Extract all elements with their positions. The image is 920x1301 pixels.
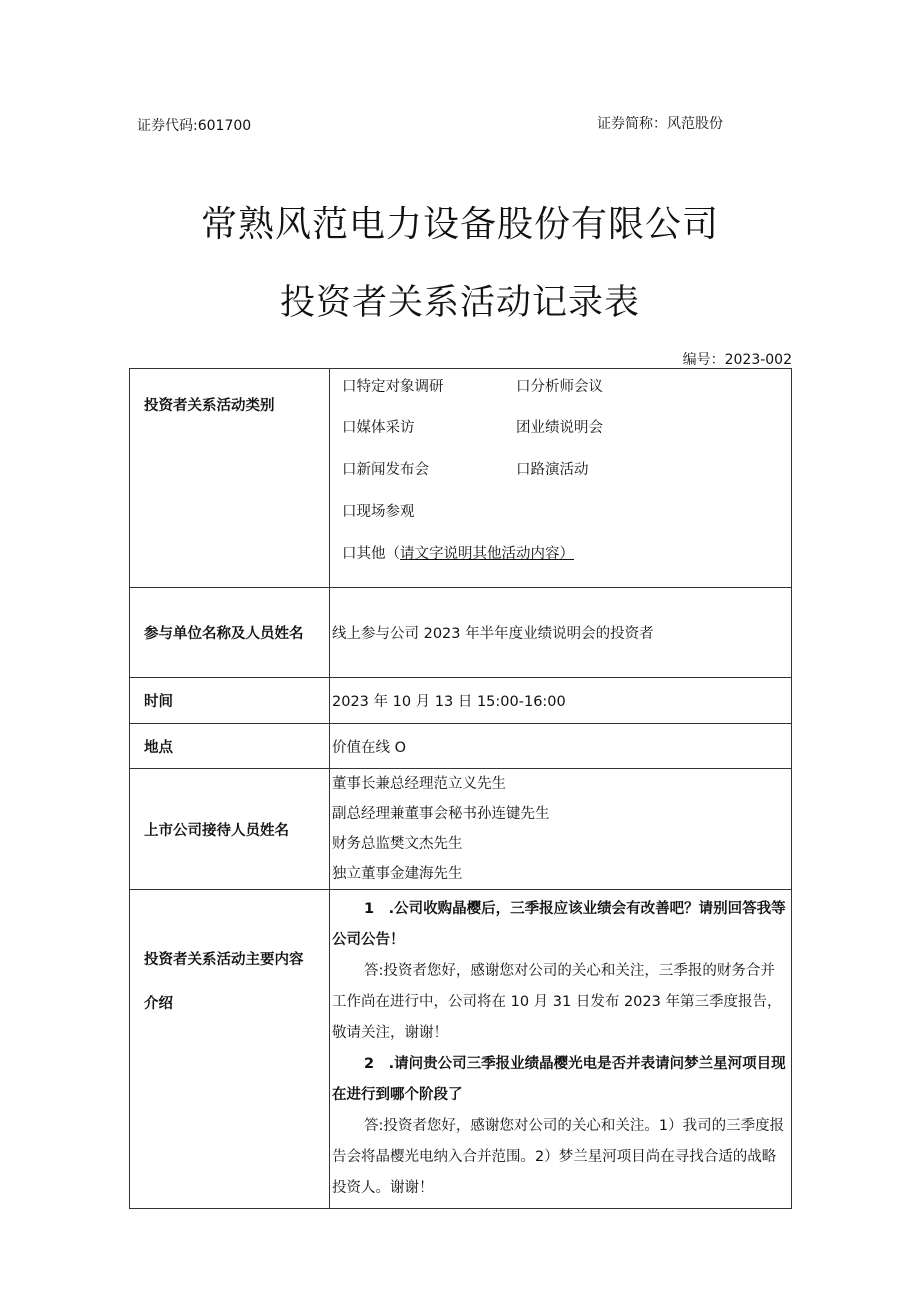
label-content-line2: 介绍 <box>144 996 173 1012</box>
label-activity-type: 投资者关系活动类别 <box>130 369 330 588</box>
label-time: 时间 <box>130 678 330 724</box>
label-participants: 参与单位名称及人员姓名 <box>130 588 330 678</box>
row-participants <box>130 588 792 678</box>
option-specific-research: 口特定对象调研 <box>342 379 444 395</box>
activity-type-options <box>330 369 792 588</box>
option-results-briefing: 团业绩说明会 <box>516 420 603 436</box>
row-content <box>130 890 792 1209</box>
option-other-text: 请文字说明其他活动内容） <box>400 546 574 562</box>
option-analyst-meeting: 口分析师会议 <box>516 379 603 395</box>
record-number: 编号：2023-002 <box>682 352 792 368</box>
option-other <box>342 542 574 563</box>
security-name: 证券简称：风范股份 <box>597 116 723 132</box>
staff-name: 副总经理兼董事会秘书孙连键先生 <box>332 806 550 822</box>
row-location <box>130 724 792 769</box>
question-2: 2 .请问贵公司三季报业绩晶樱光电是否并表请问梦兰星河项目现在进行到哪个阶段了 <box>332 1056 786 1103</box>
content-body <box>330 890 792 1209</box>
label-location: 地点 <box>130 724 330 769</box>
time-value: 2023 年 10 月 13 日 15:00-16:00 <box>330 678 792 724</box>
row-activity-type <box>130 369 792 588</box>
label-staff: 上市公司接待人员姓名 <box>130 769 330 890</box>
option-site-visit: 口现场参观 <box>342 504 415 520</box>
answer-1: 答:投资者您好，感谢您对公司的关心和关注，三季报的财务合并工作尚在进行中，公司将在 10 月 31 日发布 2023 年第三季度报告，敬请关注，谢谢！ <box>332 963 782 1041</box>
security-code: 证券代码:601700 <box>137 118 252 134</box>
option-roadshow: 口路演活动 <box>516 462 589 478</box>
staff-name: 独立董事金建海先生 <box>332 866 463 882</box>
option-media-interview: 口媒体采访 <box>342 420 415 436</box>
option-other-prefix: 口其他（ <box>342 546 400 562</box>
document-title: 投资者关系活动记录表 <box>279 283 640 323</box>
staff-list <box>330 769 792 890</box>
staff-name: 董事长兼总经理范立义先生 <box>332 776 506 792</box>
answer-2: 答:投资者您好，感谢您对公司的关心和关注。1）我司的三季度报告会将晶樱光电纳入合并范围。2）梦兰星河项目尚在寻找合适的战略投资人。谢谢！ <box>332 1118 785 1196</box>
label-content <box>130 890 330 1209</box>
staff-name: 财务总监樊文杰先生 <box>332 836 463 852</box>
row-staff <box>130 769 792 890</box>
option-press-conference: 口新闻发布会 <box>342 462 429 478</box>
record-table <box>129 368 792 1209</box>
location-value: 价值在线 O <box>330 724 792 769</box>
label-content-line1: 投资者关系活动主要内容 <box>144 952 304 968</box>
company-title: 常熟风范电力设备股份有限公司 <box>200 204 719 245</box>
participants-value: 线上参与公司 2023 年半年度业绩说明会的投资者 <box>330 588 792 678</box>
row-time <box>130 678 792 724</box>
question-1: 1 .公司收购晶樱后，三季报应该业绩会有改善吧？请别回答我等公司公告！ <box>332 901 786 948</box>
